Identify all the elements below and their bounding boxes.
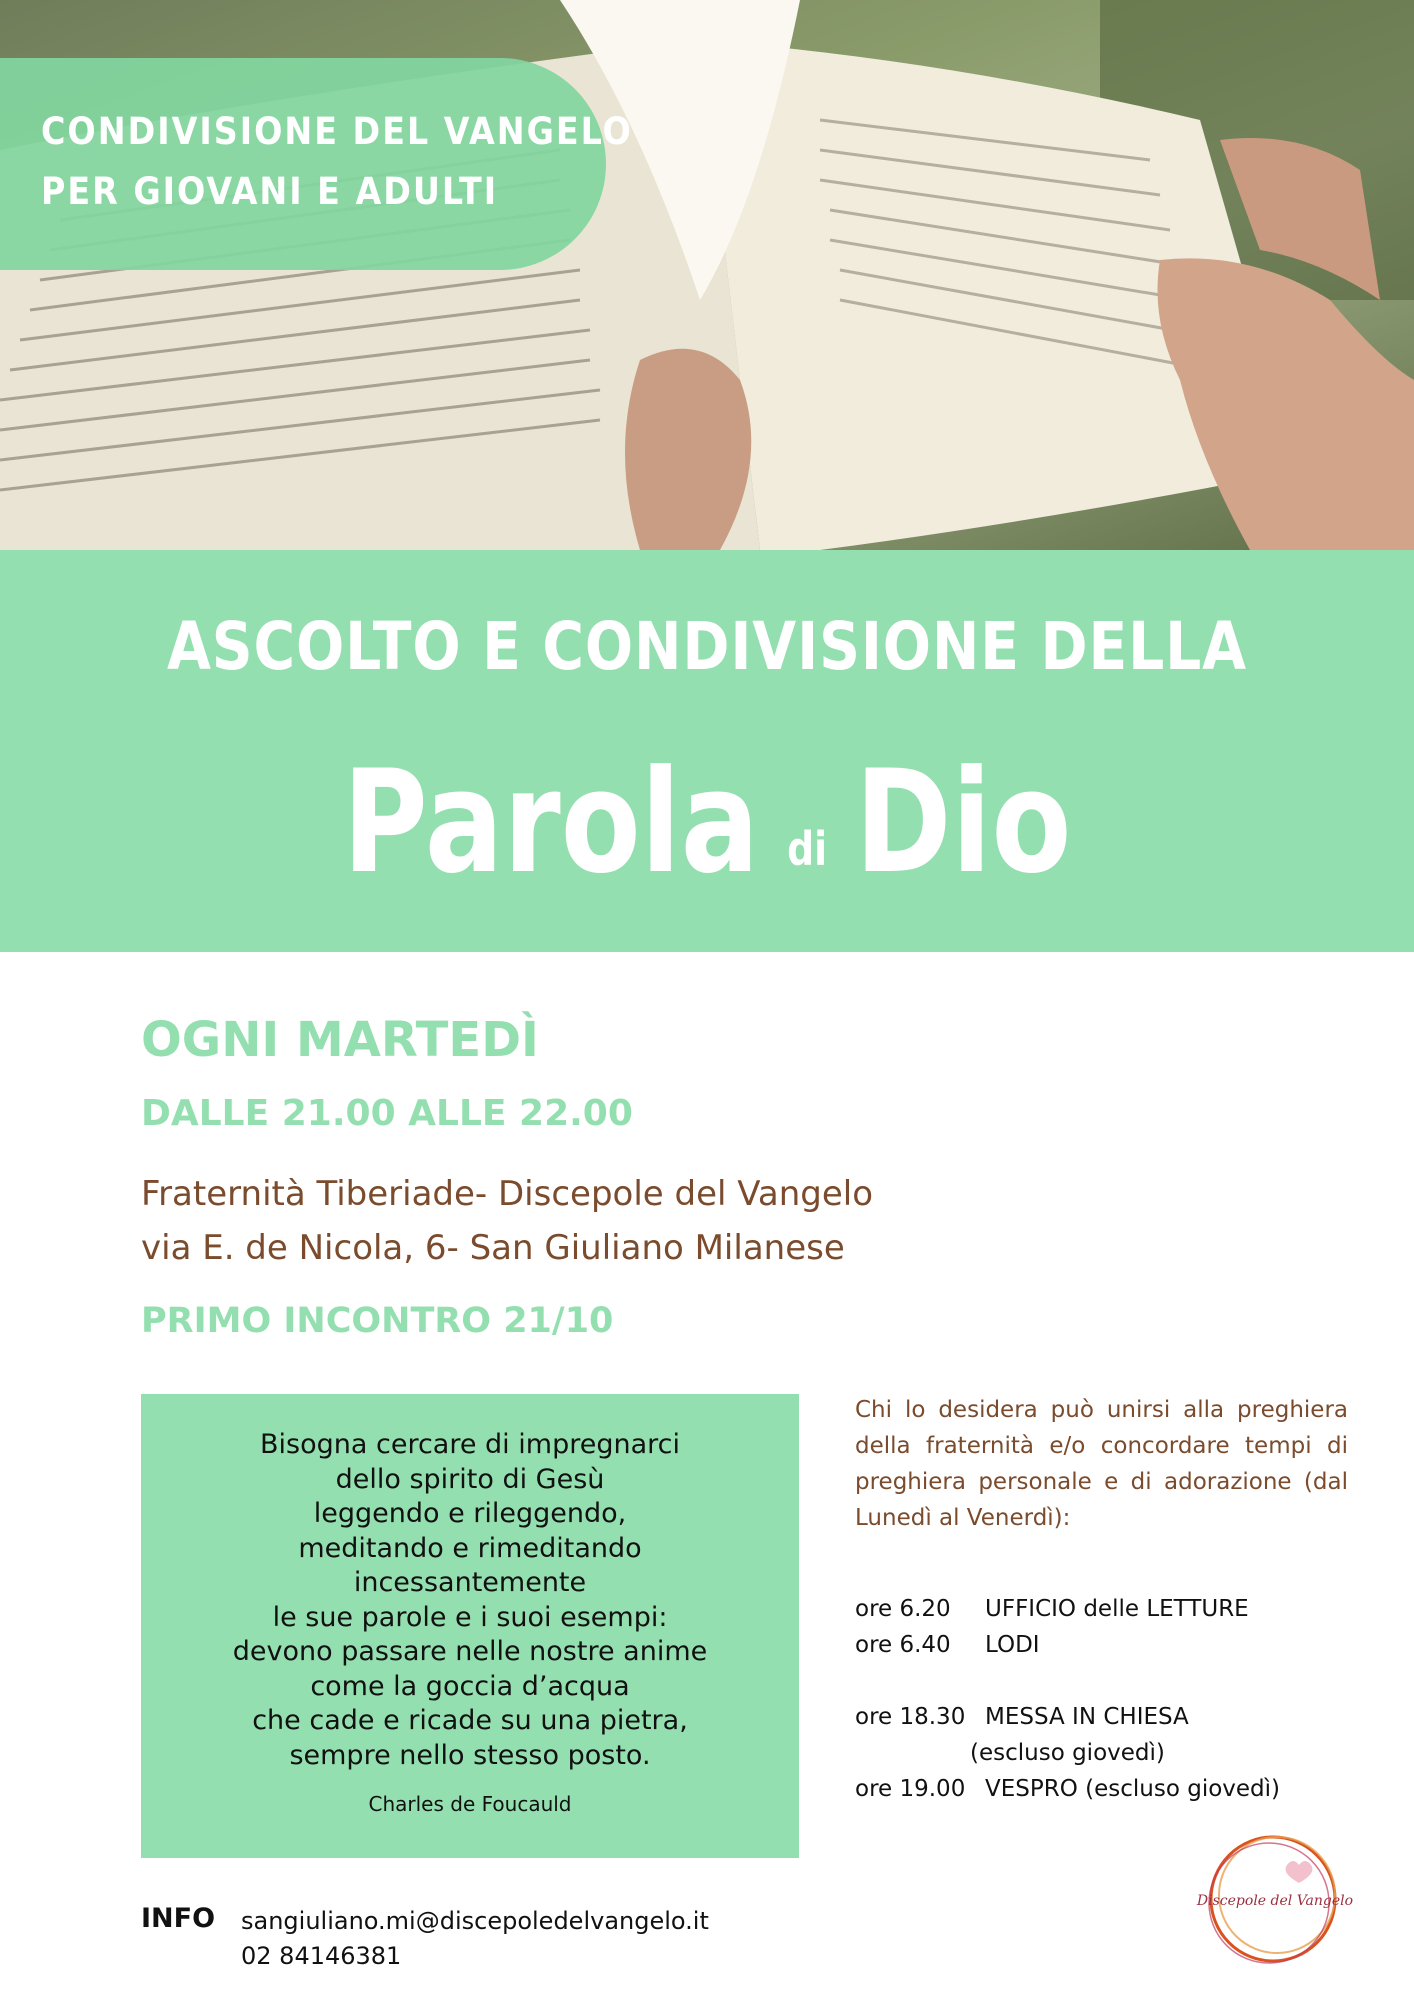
quote-line: devono passare nelle nostre anime (232, 1636, 708, 1667)
quote-author: Charles de Foucauld (368, 1792, 572, 1816)
quote-line: che cade e ricade su una pietra, (252, 1705, 688, 1736)
logo-circle-icon (1187, 1823, 1367, 1973)
event-place-line-1: Fraternità Tiberiade- Discepole del Vangelo (141, 1174, 874, 1214)
quote-line: incessantemente (353, 1567, 587, 1598)
quote-line: Bisogna cercare di impregnarci (260, 1429, 680, 1460)
schedule-row (855, 1776, 1280, 1802)
event-place-line-2: via E. de Nicola, 6- San Giuliano Milanese (141, 1228, 845, 1268)
audience-tag-line-2: PER GIOVANI E ADULTI (41, 170, 499, 213)
audience-tag-line-1: CONDIVISIONE DEL VANGELO (41, 110, 633, 153)
schedule-row (855, 1632, 1040, 1658)
quote-line: leggendo e rileggendo, (313, 1498, 627, 1529)
schedule-row (855, 1596, 1249, 1622)
event-hours: DALLE 21.00 ALLE 22.00 (141, 1093, 633, 1134)
schedule-activity: MESSA IN CHIESA (985, 1704, 1189, 1730)
quote-text (141, 1428, 799, 1773)
title-band (0, 550, 1414, 952)
title-line-1: ASCOLTO E CONDIVISIONE DELLA (167, 608, 1247, 685)
discepole-logo (1187, 1823, 1367, 1977)
title-word-dio: Dio (854, 740, 1072, 905)
title-main (127, 740, 1286, 905)
logo-text: Discepole del Vangelo (1196, 1893, 1354, 1909)
quote-line: dello spirito di Gesù (335, 1463, 605, 1495)
schedule-activity: UFFICIO delle LETTURE (985, 1596, 1249, 1622)
schedule-row (855, 1704, 1189, 1730)
schedule-time: ore 18.30 (855, 1704, 966, 1730)
header-photo (0, 0, 1414, 550)
schedule-activity: LODI (985, 1632, 1040, 1658)
quote-line: sempre nello stesso posto. (289, 1739, 651, 1771)
schedule-time: ore 19.00 (855, 1776, 966, 1802)
quote-line: meditando e rimeditando (298, 1532, 642, 1564)
info-label: INFO (141, 1903, 216, 1934)
event-day: OGNI MARTEDÌ (141, 1012, 539, 1068)
prayer-intro: Chi lo desidera può unirsi alla preghiera della fraternità e/o concordare tempi di preghiera personale e di adorazione (dal Lunedì al Venerdì): (855, 1397, 1348, 1531)
schedule-row-note (970, 1740, 1165, 1766)
schedule-time: ore 6.20 (855, 1596, 951, 1622)
quote-box (141, 1394, 799, 1858)
quote-line: come la goccia d’acqua (310, 1670, 630, 1702)
schedule-time: ore 6.40 (855, 1632, 951, 1658)
title-word-parola: Parola (342, 740, 760, 905)
info-phone[interactable]: 02 84146381 (241, 1942, 402, 1970)
quote-line: le sue parole e i suoi esempi: (272, 1601, 668, 1633)
event-first-meeting: PRIMO INCONTRO 21/10 (141, 1301, 614, 1341)
schedule-activity: VESPRO (escluso giovedì) (985, 1776, 1281, 1802)
info-email[interactable]: sangiuliano.mi@discepoledelvangelo.it (241, 1907, 709, 1935)
title-word-di: di (787, 822, 828, 876)
audience-tag (0, 58, 633, 270)
schedule-activity: (escluso giovedì) (970, 1740, 1165, 1766)
